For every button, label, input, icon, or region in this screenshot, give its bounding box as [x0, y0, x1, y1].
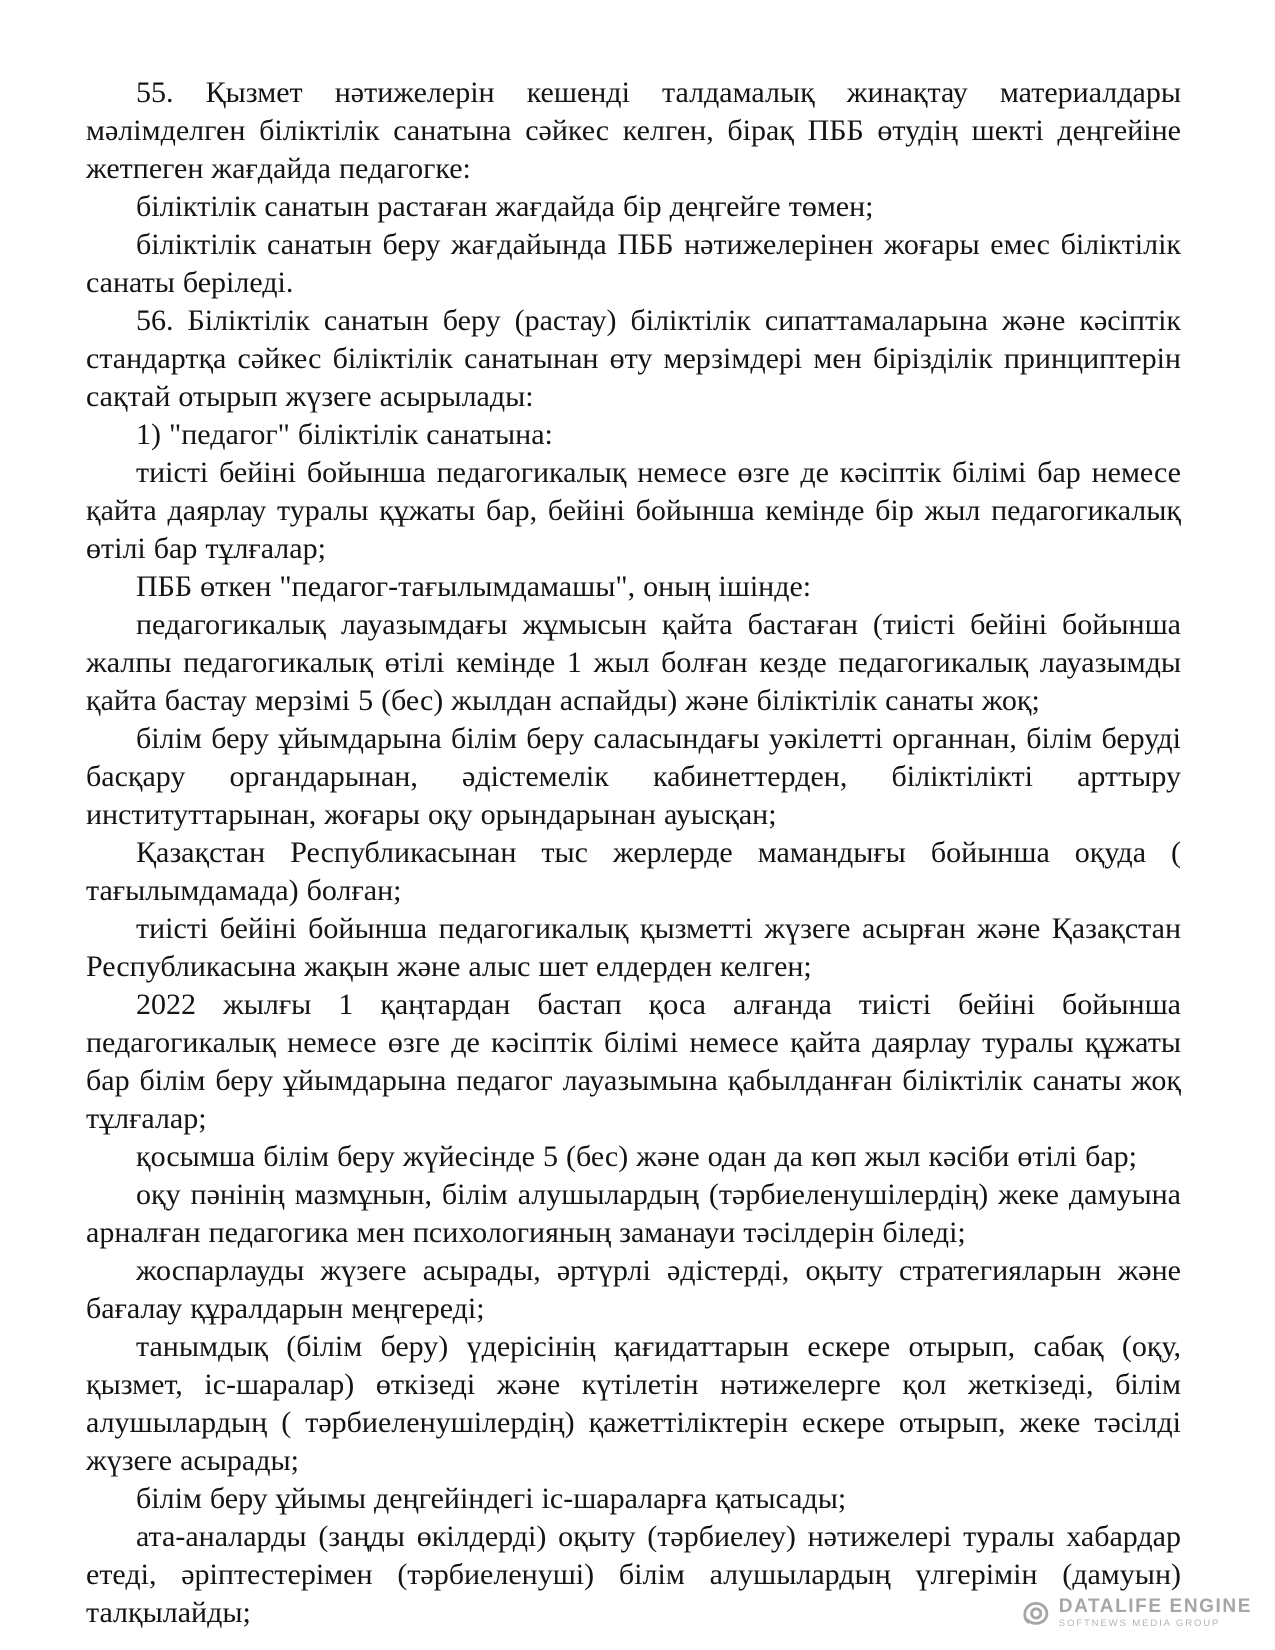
paragraph: білім беру ұйымдарына білім беру саласындағы уәкілетті органнан, білім беруді басқару органдарынан, әдістемелік кабинеттерден, біліктілікті арттыру институттарынан, жоғары оқу орындарынан ауысқан;	[86, 722, 1181, 831]
paragraph: жоспарлауды жүзеге асырады, әртүрлі әдістерді, оқыту стратегияларын және бағалау құралдарын меңгереді;	[86, 1254, 1181, 1325]
watermark-title: DATALIFE ENGINE	[1058, 1596, 1252, 1617]
watermark-text	[1059, 1597, 1252, 1629]
paragraph: 2022 жылғы 1 қаңтардан бастап қоса алғанда тиісті бейіні бойынша педагогикалық немесе өзге де кәсіптік білімі немесе қайта даярлау туралы құжаты бар білім беру ұйымдарына педагог лауазымына қабылданған біліктілік санаты жоқ тұлғалар;	[86, 988, 1181, 1135]
document-body	[86, 74, 1181, 1632]
watermark-subtitle: SOFTNEWS MEDIA GROUP	[1058, 1618, 1221, 1629]
paragraph: біліктілік санатын растаған жағдайда бір деңгейге төмен;	[136, 190, 874, 223]
paragraph: ПББ өткен "педагог-тағылымдамашы", оның ішінде:	[136, 570, 812, 603]
paragraph: 55. Қызмет нәтижелерін кешенді талдамалық жинақтау материалдары мәлімделген біліктілік санатына сәйкес келген, бірақ ПББ өтудің шекті деңгейіне жетпеген жағдайда педагогке:	[86, 76, 1181, 185]
paragraph: 56. Біліктілік санатын беру (растау) біліктілік сипаттамаларына және кәсіптік стандартқа сәйкес біліктілік санатынан өту мерзімдері мен бірізділік принциптерін сақтай отырып жүзеге асырылады:	[86, 304, 1181, 413]
datalife-engine-watermark	[1022, 1597, 1252, 1629]
paragraph: тиісті бейіні бойынша педагогикалық қызметті жүзеге асырған және Қазақстан Республикасына жақын және алыс шет елдерден келген;	[86, 912, 1181, 983]
paragraph: білім беру ұйымы деңгейіндегі іс-шараларға қатысады;	[136, 1482, 847, 1515]
paragraph: танымдық (білім беру) үдерісінің қағидаттарын ескере отырып, сабақ (оқу, қызмет, іс-шаралар) өткізеді және күтілетін нәтижелерге қол жеткізеді, білім алушылардың ( тәрбиеленушілердің) қажеттіліктерін ескере отырып, жеке тәсілді жүзеге асырады;	[86, 1330, 1181, 1477]
datalife-engine-logo-icon	[1022, 1599, 1050, 1627]
paragraph: педагогикалық лауазымдағы жұмысын қайта бастаған (тиісті бейіні бойынша жалпы педагогикалық өтілі кемінде 1 жыл болған кезде педагогикалық лауазымды қайта бастау мерзімі 5 (бес) жылдан аспайды) және біліктілік санаты жоқ;	[86, 608, 1181, 717]
paragraph: Қазақстан Республикасынан тыс жерлерде мамандығы бойынша оқуда ( тағылымдамада) болған;	[86, 836, 1181, 907]
paragraph: біліктілік санатын беру жағдайында ПББ нәтижелерінен жоғары емес біліктілік санаты беріледі.	[86, 228, 1181, 299]
paragraph: қосымша білім беру жүйесінде 5 (бес) және одан да көп жыл кәсіби өтілі бар;	[136, 1140, 1137, 1173]
paragraph: 1) "педагог" біліктілік санатына:	[136, 418, 553, 451]
paragraph: тиісті бейіні бойынша педагогикалық немесе өзге де кәсіптік білімі бар немесе қайта даярлау туралы құжаты бар, бейіні бойынша кемінде бір жыл педагогикалық өтілі бар тұлғалар;	[86, 456, 1181, 565]
paragraph: ата-аналарды (заңды өкілдерді) оқыту (тәрбиелеу) нәтижелері туралы хабардар етеді, әріптестерімен (тәрбиеленуші) білім алушылардың үлгерімін (дамуын) талқылайды;	[86, 1520, 1181, 1629]
paragraph: оқу пәнінің мазмұнын, білім алушылардың (тәрбиеленушілердің) жеке дамуына арналған педагогика мен психологияның заманауи тәсілдерін біледі;	[86, 1178, 1181, 1249]
